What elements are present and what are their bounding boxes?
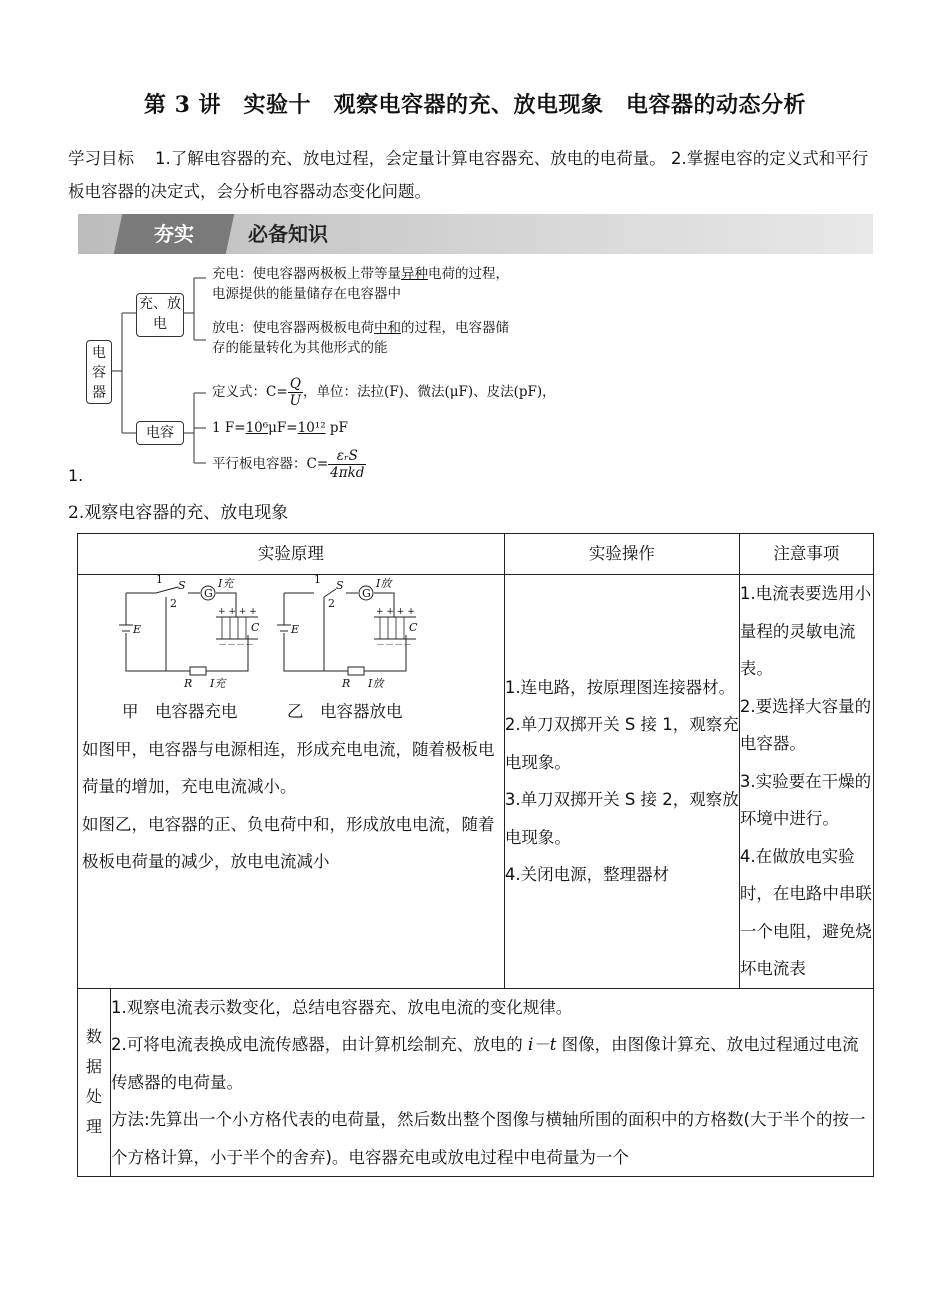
charging-circuit [118, 575, 268, 693]
svg-text:+ + + +: + + + + [376, 607, 415, 617]
discharge-def: 放电：使电容器两极板电荷中和的过程，电容器储 存的能量转化为其他形式的能 [212, 320, 509, 356]
svg-text:C: C [409, 621, 418, 634]
page-title: 第 3 讲 实验十 观察电容器的充、放电现象 电容器的动态分析 [143, 92, 807, 118]
principle-charging: 如图甲，电容器与电源相连，形成充电电流，随着极板电荷量的增加，充电电流减小。 [82, 739, 495, 796]
op-step: 4.关闭电源，整理器材 [504, 865, 670, 885]
svg-text:S: S [178, 579, 186, 592]
note-item: 2.要选择大容量的电容器。 [739, 696, 872, 753]
svg-text:G: G [204, 587, 213, 600]
goal-label: 学习目标 [68, 149, 134, 168]
svg-text:I放: I放 [376, 577, 392, 590]
svg-text:S: S [336, 579, 344, 592]
svg-text:C: C [251, 621, 260, 634]
svg-text:2: 2 [328, 597, 335, 610]
operation-cell [504, 575, 739, 989]
node-charge-discharge: 充、放电 [136, 293, 184, 337]
svg-text:+ + + +: + + + + [218, 607, 257, 617]
svg-text:1: 1 [156, 575, 163, 586]
note-item: 3.实验要在干燥的环境中进行。 [739, 771, 872, 828]
svg-text:I充: I充 [218, 577, 234, 590]
header-notes: 注意事项 [739, 534, 873, 575]
charge-def: 充电：使电容器两极板上带等量异种电荷的过程， 电源提供的能量储存在电容器中 [212, 266, 509, 302]
banner-tag: 夯实 [114, 214, 235, 254]
circuit-caption: 甲 电容器充电 乙 电容器放电 [122, 702, 403, 721]
svg-text:E: E [291, 623, 300, 636]
svg-text:2: 2 [170, 597, 177, 610]
op-step: 1.连电路，按原理图连接器材。 [504, 677, 736, 697]
parallel-plate-formula: 平行板电容器：C= $\frac{\text{εᵣS}}{\text{4πkd}}$ [212, 448, 365, 481]
item-2: 2.观察电容器的充、放电现象 [68, 503, 289, 523]
svg-text:－－－－: －－－－ [218, 641, 255, 651]
concept-map [80, 258, 580, 488]
discharging-circuit [276, 575, 426, 693]
op-step: 2.单刀双掷开关 S 接 1，观察充电现象。 [504, 715, 739, 772]
unit-conversion: 1 F=10⁶μF=10¹² pF [212, 420, 348, 436]
svg-text:I充: I充 [210, 677, 226, 690]
data-processing-cell [111, 988, 874, 1177]
svg-text:R: R [184, 677, 193, 690]
svg-text:I放: I放 [368, 677, 384, 690]
root-node: 电容器 [86, 340, 112, 404]
principle-cell [78, 575, 505, 989]
capacitance-definition: 定义式：C= $\frac{Q}{U}$ ，单位：法拉(F)、微法(μF)、皮法(pF)， [212, 376, 556, 409]
op-step: 3.单刀双掷开关 S 接 2，观察放电现象。 [504, 790, 739, 847]
goal-text: 1.了解电容器的充、放电过程，会定量计算电容器充、放电的电荷量。 2.掌握电容的定义式和平行板电容器的决定式，会分析电容器动态变化问题。 [68, 149, 869, 201]
header-operation: 实验操作 [504, 534, 739, 575]
experiment-table [77, 533, 874, 1177]
data-step-2: 2.可将电流表换成电流传感器，由计算机绘制充、放电的 i－t 图像，由图像计算充、放电过程通过电流传感器的电荷量。 [111, 1035, 859, 1092]
circuit-diagrams [78, 575, 504, 693]
header-principle: 实验原理 [78, 534, 505, 575]
svg-text:R: R [342, 677, 351, 690]
svg-text:E: E [133, 623, 142, 636]
svg-text:1: 1 [314, 575, 321, 586]
svg-text:－－－－: －－－－ [376, 641, 413, 651]
note-item: 4.在做放电实验时，在电路中串联一个电阻，避免烧坏电流表 [739, 846, 872, 978]
data-processing-label: 数据处理 [78, 988, 111, 1177]
principle-discharging: 如图乙，电容器的正、负电荷中和，形成放电电流，随着极板电荷量的减少，放电电流减小 [82, 814, 495, 871]
item-1: 1. [68, 466, 84, 485]
learning-goal [68, 142, 876, 208]
note-item: 1.电流表要选用小量程的灵敏电流表。 [739, 584, 872, 678]
node-capacitance: 电容 [136, 421, 184, 445]
banner-label: 必备知识 [248, 222, 328, 246]
section-banner [78, 214, 873, 254]
notes-cell [739, 575, 873, 989]
data-step-1: 1.观察电流表示数变化，总结电容器充、放电电流的变化规律。 [111, 997, 573, 1017]
data-method: 方法:先算出一个小方格代表的电荷量，然后数出整个图像与横轴所围的面积中的方格数(大于半个的按一个方格计算，小于半个的舍弃)。电容器充电或放电过程中电荷量为一个 [111, 1110, 866, 1167]
svg-text:G: G [362, 587, 371, 600]
